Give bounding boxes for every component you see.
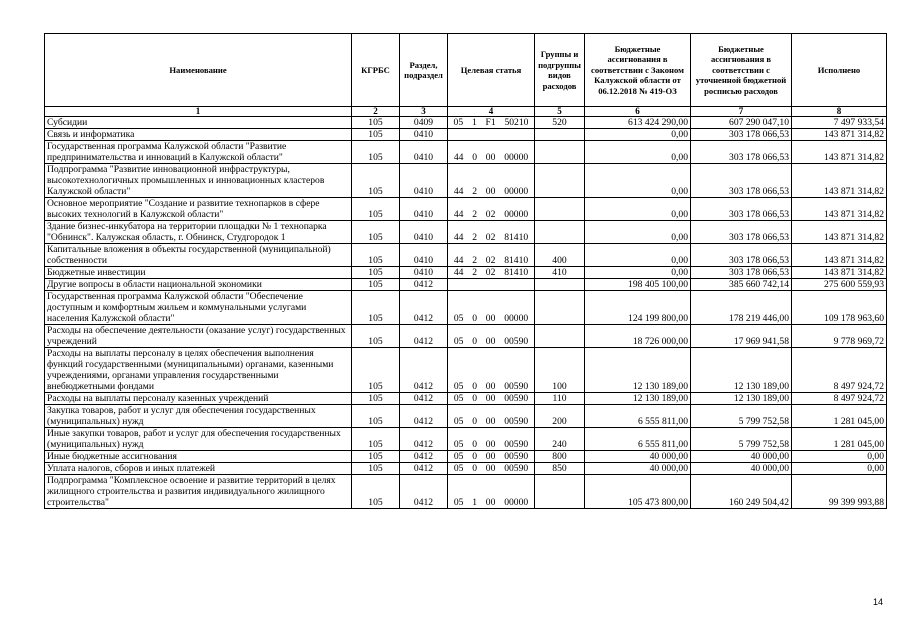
row-target-article-cell: 05 0 00 00590 — [448, 463, 535, 475]
row-law-allocation-cell: 0,00 — [585, 129, 691, 141]
row-razdel-cell: 0409 — [400, 117, 448, 129]
row-target-article-cell: 44 0 00 00000 — [448, 141, 535, 164]
row-target-article-cell: 05 0 00 00590 — [448, 348, 535, 393]
row-razdel-cell: 0410 — [400, 244, 448, 267]
row-executed-cell: 8 497 924,72 — [792, 348, 887, 393]
row-expense-group-cell: 110 — [535, 393, 585, 405]
row-name-cell: Закупка товаров, работ и услуг для обеспечения государственных (муниципальных) нужд — [45, 405, 352, 428]
row-kgrbs-cell: 105 — [352, 117, 400, 129]
table-row — [45, 141, 887, 164]
row-target-article-cell: 05 0 00 00590 — [448, 428, 535, 451]
row-target-article-cell: 44 2 02 00000 — [448, 198, 535, 221]
table-row — [45, 393, 887, 405]
row-kgrbs-cell: 105 — [352, 475, 400, 509]
row-expense-group-cell — [535, 164, 585, 198]
row-name-cell: Подпрограмма "Развитие инновационной инфраструктуры, высокотехнологичных промышленных и инновационных кластеров Калужской области" — [45, 164, 352, 198]
row-revised-allocation-cell: 303 178 066,53 — [691, 198, 792, 221]
row-expense-group-cell — [535, 198, 585, 221]
table-row — [45, 221, 887, 244]
row-law-allocation-cell: 18 726 000,00 — [585, 325, 691, 348]
row-law-allocation-cell: 6 555 811,00 — [585, 405, 691, 428]
table-row — [45, 451, 887, 463]
row-expense-group-cell: 200 — [535, 405, 585, 428]
header-row — [45, 34, 887, 107]
row-razdel-cell: 0412 — [400, 393, 448, 405]
row-expense-group-cell — [535, 129, 585, 141]
row-target-article-cell: 05 0 00 00590 — [448, 325, 535, 348]
row-kgrbs-cell: 105 — [352, 129, 400, 141]
row-name-cell: Основное мероприятие "Создание и развитие технопарков в сфере высоких технологий в Калужской области" — [45, 198, 352, 221]
row-razdel-cell: 0410 — [400, 129, 448, 141]
row-target-article-cell: 44 2 00 00000 — [448, 164, 535, 198]
row-name-cell: Государственная программа Калужской области "Обеспечение доступным и комфортным жильем и коммунальными услугами населения Калужской области" — [45, 291, 352, 325]
column-number: 2 — [352, 107, 400, 117]
header-executed: Исполнено — [792, 34, 887, 107]
row-expense-group-cell — [535, 325, 585, 348]
row-expense-group-cell: 800 — [535, 451, 585, 463]
row-name-cell: Капитальные вложения в объекты государственной (муниципальной) собственности — [45, 244, 352, 267]
row-expense-group-cell — [535, 291, 585, 325]
row-kgrbs-cell: 105 — [352, 348, 400, 393]
row-razdel-cell: 0410 — [400, 221, 448, 244]
row-target-article-cell — [448, 279, 535, 291]
column-number: 3 — [400, 107, 448, 117]
row-name-cell: Расходы на обеспечение деятельности (оказание услуг) государственных учреждений — [45, 325, 352, 348]
row-target-article-cell: 05 0 00 00000 — [448, 291, 535, 325]
row-target-article-cell: 05 1 00 00000 — [448, 475, 535, 509]
row-executed-cell: 143 871 314,82 — [792, 141, 887, 164]
row-executed-cell: 143 871 314,82 — [792, 129, 887, 141]
row-expense-group-cell — [535, 221, 585, 244]
row-revised-allocation-cell: 5 799 752,58 — [691, 428, 792, 451]
row-kgrbs-cell: 105 — [352, 198, 400, 221]
row-target-article-cell — [448, 129, 535, 141]
row-revised-allocation-cell: 160 249 504,42 — [691, 475, 792, 509]
row-name-cell: Уплата налогов, сборов и иных платежей — [45, 463, 352, 475]
row-executed-cell: 9 778 969,72 — [792, 325, 887, 348]
row-kgrbs-cell: 105 — [352, 221, 400, 244]
row-law-allocation-cell: 12 130 189,00 — [585, 348, 691, 393]
row-executed-cell: 143 871 314,82 — [792, 164, 887, 198]
row-revised-allocation-cell: 303 178 066,53 — [691, 244, 792, 267]
row-revised-allocation-cell: 12 130 189,00 — [691, 348, 792, 393]
row-target-article-cell: 44 2 02 81410 — [448, 221, 535, 244]
row-expense-group-cell — [535, 141, 585, 164]
row-name-cell: Другие вопросы в области национальной экономики — [45, 279, 352, 291]
row-law-allocation-cell: 198 405 100,00 — [585, 279, 691, 291]
row-law-allocation-cell: 124 199 800,00 — [585, 291, 691, 325]
row-executed-cell: 0,00 — [792, 451, 887, 463]
row-kgrbs-cell: 105 — [352, 279, 400, 291]
row-law-allocation-cell: 0,00 — [585, 141, 691, 164]
row-revised-allocation-cell: 303 178 066,53 — [691, 164, 792, 198]
column-number-row — [45, 107, 887, 117]
table-row — [45, 198, 887, 221]
row-razdel-cell: 0410 — [400, 267, 448, 279]
row-law-allocation-cell: 40 000,00 — [585, 463, 691, 475]
row-executed-cell: 143 871 314,82 — [792, 267, 887, 279]
row-razdel-cell: 0412 — [400, 325, 448, 348]
table-row — [45, 164, 887, 198]
row-name-cell: Бюджетные инвестиции — [45, 267, 352, 279]
row-kgrbs-cell: 105 — [352, 244, 400, 267]
row-law-allocation-cell: 0,00 — [585, 164, 691, 198]
column-number: 1 — [45, 107, 352, 117]
row-law-allocation-cell: 0,00 — [585, 221, 691, 244]
row-expense-group-cell: 240 — [535, 428, 585, 451]
row-name-cell: Связь и информатика — [45, 129, 352, 141]
row-razdel-cell: 0412 — [400, 428, 448, 451]
page-number: 14 — [873, 597, 884, 607]
column-number: 5 — [535, 107, 585, 117]
row-law-allocation-cell: 6 555 811,00 — [585, 428, 691, 451]
row-razdel-cell: 0412 — [400, 348, 448, 393]
row-revised-allocation-cell: 607 290 047,10 — [691, 117, 792, 129]
row-law-allocation-cell: 0,00 — [585, 198, 691, 221]
row-revised-allocation-cell: 178 219 446,00 — [691, 291, 792, 325]
table-row — [45, 267, 887, 279]
row-name-cell: Подпрограмма "Комплексное освоение и развитие территорий в целях жилищного строительства и развития индивидуального жилищного строительства" — [45, 475, 352, 509]
budget-table — [44, 33, 887, 509]
row-kgrbs-cell: 105 — [352, 405, 400, 428]
row-razdel-cell: 0412 — [400, 463, 448, 475]
row-name-cell: Иные закупки товаров, работ и услуг для обеспечения государственных (муниципальных) нужд — [45, 428, 352, 451]
table-row — [45, 244, 887, 267]
header-razdel: Раздел, подраздел — [400, 34, 448, 107]
row-executed-cell: 143 871 314,82 — [792, 198, 887, 221]
row-executed-cell: 7 497 933,54 — [792, 117, 887, 129]
row-revised-allocation-cell: 40 000,00 — [691, 463, 792, 475]
row-target-article-cell: 05 0 00 00590 — [448, 451, 535, 463]
row-razdel-cell: 0412 — [400, 279, 448, 291]
row-kgrbs-cell: 105 — [352, 463, 400, 475]
table-row — [45, 428, 887, 451]
row-executed-cell: 143 871 314,82 — [792, 244, 887, 267]
row-executed-cell: 8 497 924,72 — [792, 393, 887, 405]
table-row — [45, 475, 887, 509]
row-revised-allocation-cell: 303 178 066,53 — [691, 129, 792, 141]
row-kgrbs-cell: 105 — [352, 451, 400, 463]
row-kgrbs-cell: 105 — [352, 141, 400, 164]
row-kgrbs-cell: 105 — [352, 393, 400, 405]
row-name-cell: Здание бизнес-инкубатора на территории площадки № 1 технопарка "Обнинск". Калужская область, г. Обнинск, Студгородок 1 — [45, 221, 352, 244]
row-razdel-cell: 0410 — [400, 141, 448, 164]
row-law-allocation-cell: 12 130 189,00 — [585, 393, 691, 405]
row-executed-cell: 109 178 963,60 — [792, 291, 887, 325]
row-revised-allocation-cell: 303 178 066,53 — [691, 141, 792, 164]
header-revised-allocation: Бюджетные ассигнования в соответствии с уточненной бюджетной росписью расходов — [691, 34, 792, 107]
table-row — [45, 129, 887, 141]
row-law-allocation-cell: 613 424 290,00 — [585, 117, 691, 129]
row-law-allocation-cell: 0,00 — [585, 244, 691, 267]
table-row — [45, 291, 887, 325]
header-kgrbs: КГРБС — [352, 34, 400, 107]
table-row — [45, 405, 887, 428]
column-number: 7 — [691, 107, 792, 117]
row-expense-group-cell: 850 — [535, 463, 585, 475]
row-razdel-cell: 0410 — [400, 164, 448, 198]
table-row — [45, 348, 887, 393]
row-razdel-cell: 0412 — [400, 475, 448, 509]
row-target-article-cell: 05 0 00 00590 — [448, 405, 535, 428]
header-target-article: Целевая статья — [448, 34, 535, 107]
row-razdel-cell: 0412 — [400, 291, 448, 325]
row-name-cell: Расходы на выплаты персоналу казенных учреждений — [45, 393, 352, 405]
row-kgrbs-cell: 105 — [352, 428, 400, 451]
row-revised-allocation-cell: 17 969 941,58 — [691, 325, 792, 348]
row-expense-group-cell: 520 — [535, 117, 585, 129]
table-row — [45, 279, 887, 291]
row-kgrbs-cell: 105 — [352, 291, 400, 325]
row-name-cell: Государственная программа Калужской области "Развитие предпринимательства и инноваций в Калужской области" — [45, 141, 352, 164]
row-kgrbs-cell: 105 — [352, 164, 400, 198]
column-number: 8 — [792, 107, 887, 117]
row-expense-group-cell: 410 — [535, 267, 585, 279]
row-revised-allocation-cell: 303 178 066,53 — [691, 267, 792, 279]
row-target-article-cell: 44 2 02 81410 — [448, 244, 535, 267]
row-revised-allocation-cell: 385 660 742,14 — [691, 279, 792, 291]
row-razdel-cell: 0412 — [400, 451, 448, 463]
row-razdel-cell: 0412 — [400, 405, 448, 428]
row-expense-group-cell — [535, 279, 585, 291]
row-revised-allocation-cell: 12 130 189,00 — [691, 393, 792, 405]
row-revised-allocation-cell: 40 000,00 — [691, 451, 792, 463]
row-kgrbs-cell: 105 — [352, 267, 400, 279]
table-row — [45, 325, 887, 348]
row-executed-cell: 99 399 993,88 — [792, 475, 887, 509]
row-name-cell: Иные бюджетные ассигнования — [45, 451, 352, 463]
header-expense-group: Группы и подгруппы видов расходов — [535, 34, 585, 107]
row-revised-allocation-cell: 5 799 752,58 — [691, 405, 792, 428]
column-number: 4 — [448, 107, 535, 117]
row-executed-cell: 1 281 045,00 — [792, 428, 887, 451]
row-expense-group-cell: 400 — [535, 244, 585, 267]
row-name-cell: Субсидии — [45, 117, 352, 129]
row-razdel-cell: 0410 — [400, 198, 448, 221]
table-row — [45, 117, 887, 129]
row-executed-cell: 143 871 314,82 — [792, 221, 887, 244]
row-revised-allocation-cell: 303 178 066,53 — [691, 221, 792, 244]
row-law-allocation-cell: 40 000,00 — [585, 451, 691, 463]
row-kgrbs-cell: 105 — [352, 325, 400, 348]
row-executed-cell: 0,00 — [792, 463, 887, 475]
row-target-article-cell: 05 1 F1 50210 — [448, 117, 535, 129]
column-number: 6 — [585, 107, 691, 117]
row-law-allocation-cell: 0,00 — [585, 267, 691, 279]
row-executed-cell: 275 600 559,93 — [792, 279, 887, 291]
header-law-allocation: Бюджетные ассигнования в соответствии с Законом Калужской области от 06.12.2018 № 419-ОЗ — [585, 34, 691, 107]
table-row — [45, 463, 887, 475]
row-law-allocation-cell: 105 473 800,00 — [585, 475, 691, 509]
row-expense-group-cell — [535, 475, 585, 509]
header-name: Наименование — [45, 34, 352, 107]
row-target-article-cell: 44 2 02 81410 — [448, 267, 535, 279]
row-name-cell: Расходы на выплаты персоналу в целях обеспечения выполнения функций государственными (муниципальными) органами, казенными учреждениями, органами управления государственными внебюджетными фондами — [45, 348, 352, 393]
row-expense-group-cell: 100 — [535, 348, 585, 393]
row-executed-cell: 1 281 045,00 — [792, 405, 887, 428]
row-target-article-cell: 05 0 00 00590 — [448, 393, 535, 405]
